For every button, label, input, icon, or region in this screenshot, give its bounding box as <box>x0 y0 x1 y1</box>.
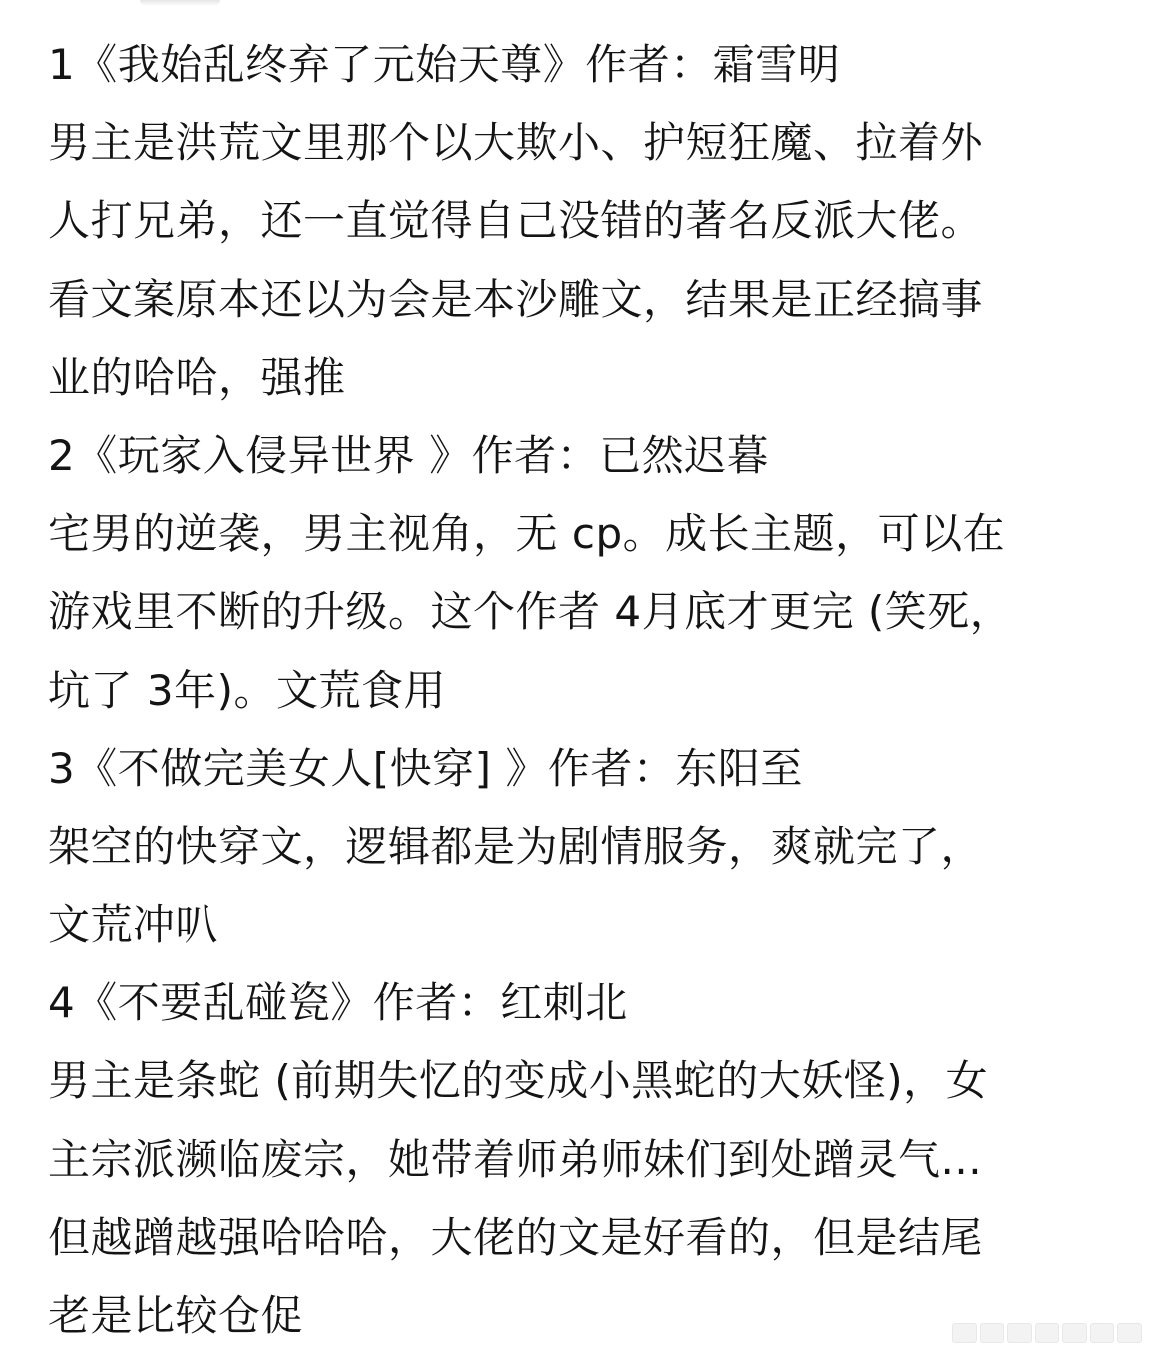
book-4-review-line-2: 主宗派濒临废宗，她带着师弟师妹们到处蹭灵气... <box>48 1134 983 1184</box>
watermark-block <box>1007 1323 1032 1343</box>
book-1-review-line-4: 业的哈哈，强推 <box>48 352 346 402</box>
book-2-review-line-3: 坑了 3年)。文荒食用 <box>48 665 446 715</box>
book-3-title-line: 3《不做完美女人[快穿] 》作者：东阳至 <box>48 743 803 793</box>
watermark-block <box>1090 1323 1115 1343</box>
book-2-review-line-1: 宅男的逆袭，男主视角，无 cp。成长主题，可以在 <box>48 509 1006 559</box>
book-2-review-line-2: 游戏里不断的升级。这个作者 4月底才更完 (笑死， <box>48 587 1013 637</box>
book-1-review-line-3: 看文案原本还以为会是本沙雕文，结果是正经搞事 <box>48 274 984 324</box>
book-1-review-line-2: 人打兄弟，还一直觉得自己没错的著名反派大佬。 <box>48 196 984 246</box>
watermark-block <box>952 1323 977 1343</box>
book-1-title-line: 1《我始乱终弃了元始天尊》作者：霜雪明 <box>48 40 841 89</box>
watermark-block <box>980 1323 1005 1343</box>
book-3-review-line-1: 架空的快穿文，逻辑都是为剧情服务，爽就完了， <box>48 821 984 871</box>
book-2-title-line: 2《玩家入侵异世界 》作者：已然迟暮 <box>48 430 770 480</box>
book-3-review-line-2: 文荒冲叭 <box>48 900 219 950</box>
watermark-block <box>1062 1323 1087 1343</box>
watermark-block <box>1117 1323 1142 1343</box>
book-4-review-line-4: 老是比较仓促 <box>48 1291 304 1340</box>
book-4-title-line: 4《不要乱碰瓷》作者：红刺北 <box>48 978 628 1028</box>
book-1-review-line-1: 男主是洪荒文里那个以大欺小、护短狂魔、拉着外 <box>48 118 984 168</box>
book-4-review-line-1: 男主是条蛇 (前期失忆的变成小黑蛇的大妖怪)，女 <box>48 1056 989 1106</box>
watermark <box>952 1321 1142 1345</box>
top-shadow <box>140 0 220 6</box>
watermark-block <box>1035 1323 1060 1343</box>
book-4-review-line-3: 但越蹭越强哈哈哈，大佬的文是好看的，但是结尾 <box>48 1212 984 1262</box>
post-text <box>48 26 1133 1355</box>
